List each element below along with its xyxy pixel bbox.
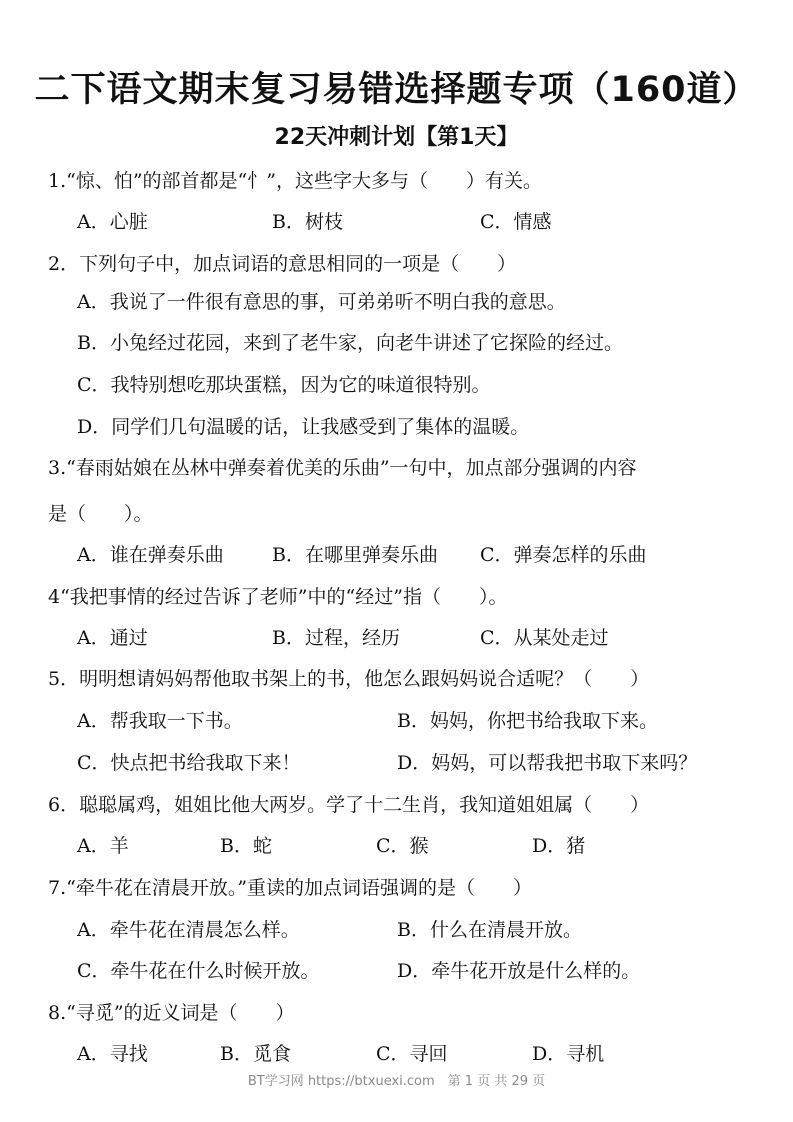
question-6-option-d: D．猪 bbox=[532, 835, 586, 857]
question-5-option-d: D．妈妈，可以帮我把书取下来吗？ bbox=[397, 752, 698, 774]
question-1-option-b: B．树枝 bbox=[272, 211, 343, 233]
question-2-option-d: D．同学们几句温暖的话，让我感受到了集体的温暖。 bbox=[77, 416, 530, 438]
question-2-option-a: A．我说了一件很有意思的事，可弟弟听不明白我的意思。 bbox=[77, 291, 566, 313]
question-1-stem: 1.“惊、怕”的部首都是“忄”，这些字大多与（ ）有关。 bbox=[48, 170, 542, 192]
question-3-stem-continued: 是（ ）。 bbox=[48, 503, 153, 525]
question-3-option-c: C．弹奏怎样的乐曲 bbox=[480, 544, 647, 566]
page-title: 二下语文期末复习易错选择题专项（160道） bbox=[34, 70, 759, 110]
question-2-stem: 2．下列句子中，加点词语的意思相同的一项是（ ） bbox=[48, 253, 517, 275]
question-4-option-c: C．从某处走过 bbox=[480, 627, 609, 649]
question-4-option-b: B．过程，经历 bbox=[272, 627, 400, 649]
question-8-option-a: A．寻找 bbox=[77, 1043, 148, 1065]
question-6-option-c: C．猴 bbox=[376, 835, 429, 857]
question-4-option-a: A．通过 bbox=[77, 627, 148, 649]
question-5-stem: 5．明明想请妈妈帮他取书架上的书，他怎么跟妈妈说合适呢？（ ） bbox=[48, 668, 650, 690]
question-7-option-d: D．牵牛花开放是什么样的。 bbox=[397, 960, 641, 982]
question-8-option-c: C．寻回 bbox=[376, 1043, 448, 1065]
question-3-stem: 3.“春雨姑娘在丛林中弹奏着优美的乐曲”一句中，加点部分强调的内容 bbox=[48, 457, 637, 479]
question-7-option-b: B．什么在清晨开放。 bbox=[397, 919, 582, 941]
question-1-option-c: C．情感 bbox=[480, 211, 552, 233]
page-subtitle: 22天冲刺计划【第1天】 bbox=[274, 125, 519, 150]
question-5-option-c: C．快点把书给我取下来！ bbox=[77, 752, 301, 774]
question-2-option-c: C．我特别想吃那块蛋糕，因为它的味道很特别。 bbox=[77, 374, 491, 396]
question-6-option-b: B．蛇 bbox=[220, 835, 272, 857]
question-8-stem: 8.“寻觅”的近义词是（ ） bbox=[48, 1002, 295, 1024]
question-7-option-c: C．牵牛花在什么时候开放。 bbox=[77, 960, 320, 982]
question-7-stem: 7.“牵牛花在清晨开放。”重读的加点词语强调的是（ ） bbox=[48, 877, 533, 899]
question-8-option-d: D．寻机 bbox=[532, 1043, 605, 1065]
question-3-option-b: B．在哪里弹奏乐曲 bbox=[272, 544, 438, 566]
question-8-option-b: B．觅食 bbox=[220, 1043, 291, 1065]
question-4-stem: 4“我把事情的经过告诉了老师”中的“经过”指（ ）。 bbox=[48, 586, 508, 608]
question-5-option-b: B．妈妈，你把书给我取下来。 bbox=[397, 710, 658, 732]
question-3-option-a: A．谁在弹奏乐曲 bbox=[77, 544, 224, 566]
question-6-option-a: A．羊 bbox=[77, 835, 129, 857]
question-5-option-a: A．帮我取一下书。 bbox=[77, 710, 243, 732]
question-6-stem: 6．聪聪属鸡，姐姐比他大两岁。学了十二生肖，我知道姐姐属（ ） bbox=[48, 794, 650, 816]
page-footer: BT学习网 https://btxuexi.com 第 1 页 共 29 页 bbox=[247, 1074, 546, 1089]
question-7-option-a: A．牵牛花在清晨怎么样。 bbox=[77, 919, 300, 941]
question-1-option-a: A．心脏 bbox=[77, 211, 148, 233]
question-2-option-b: B．小兔经过花园，来到了老牛家，向老牛讲述了它探险的经过。 bbox=[77, 332, 623, 354]
